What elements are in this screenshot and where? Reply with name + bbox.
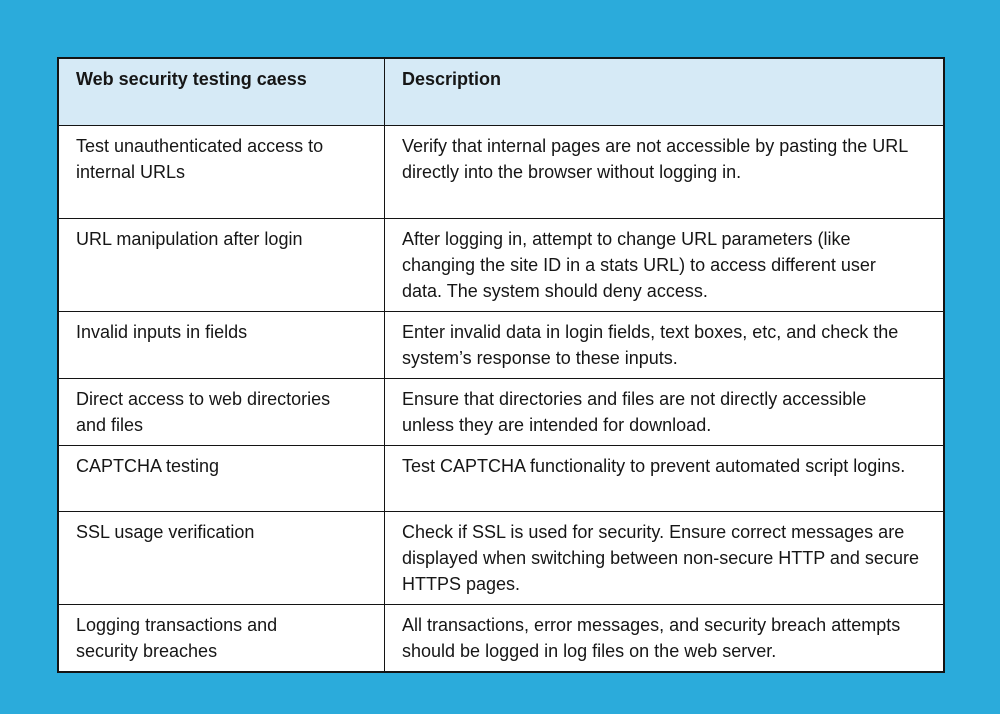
- description-cell: Verify that internal pages are not accessible by pasting the URL directly into the browser without logging in.: [385, 126, 945, 219]
- table-row: [58, 605, 944, 673]
- case-cell: SSL usage verification: [58, 512, 385, 605]
- table-row: [58, 379, 944, 446]
- table-row: [58, 312, 944, 379]
- header-cell-cases: Web security testing caess: [58, 58, 385, 126]
- description-cell: Test CAPTCHA functionality to prevent automated script logins.: [385, 446, 945, 512]
- description-cell: Check if SSL is used for security. Ensure correct messages are displayed when switching between non-secure HTTP and secure HTTPS pages.: [385, 512, 945, 605]
- case-cell: Direct access to web directories and files: [58, 379, 385, 446]
- header-row: [58, 58, 944, 126]
- case-cell: Logging transactions and security breaches: [58, 605, 385, 673]
- description-cell: All transactions, error messages, and security breach attempts should be logged in log files on the web server.: [385, 605, 945, 673]
- case-cell: Invalid inputs in fields: [58, 312, 385, 379]
- table-row: [58, 512, 944, 605]
- case-cell: URL manipulation after login: [58, 219, 385, 312]
- web-security-testing-table: [57, 57, 945, 673]
- description-cell: Enter invalid data in login fields, text boxes, etc, and check the system’s response to these inputs.: [385, 312, 945, 379]
- table-row: [58, 446, 944, 512]
- case-cell: Test unauthenticated access to internal URLs: [58, 126, 385, 219]
- description-cell: Ensure that directories and files are not directly accessible unless they are intended for download.: [385, 379, 945, 446]
- table-row: [58, 219, 944, 312]
- table-row: [58, 126, 944, 219]
- case-cell: CAPTCHA testing: [58, 446, 385, 512]
- header-cell-description: Description: [385, 58, 945, 126]
- description-cell: After logging in, attempt to change URL parameters (like changing the site ID in a stats URL) to access different user data. The system should deny access.: [385, 219, 945, 312]
